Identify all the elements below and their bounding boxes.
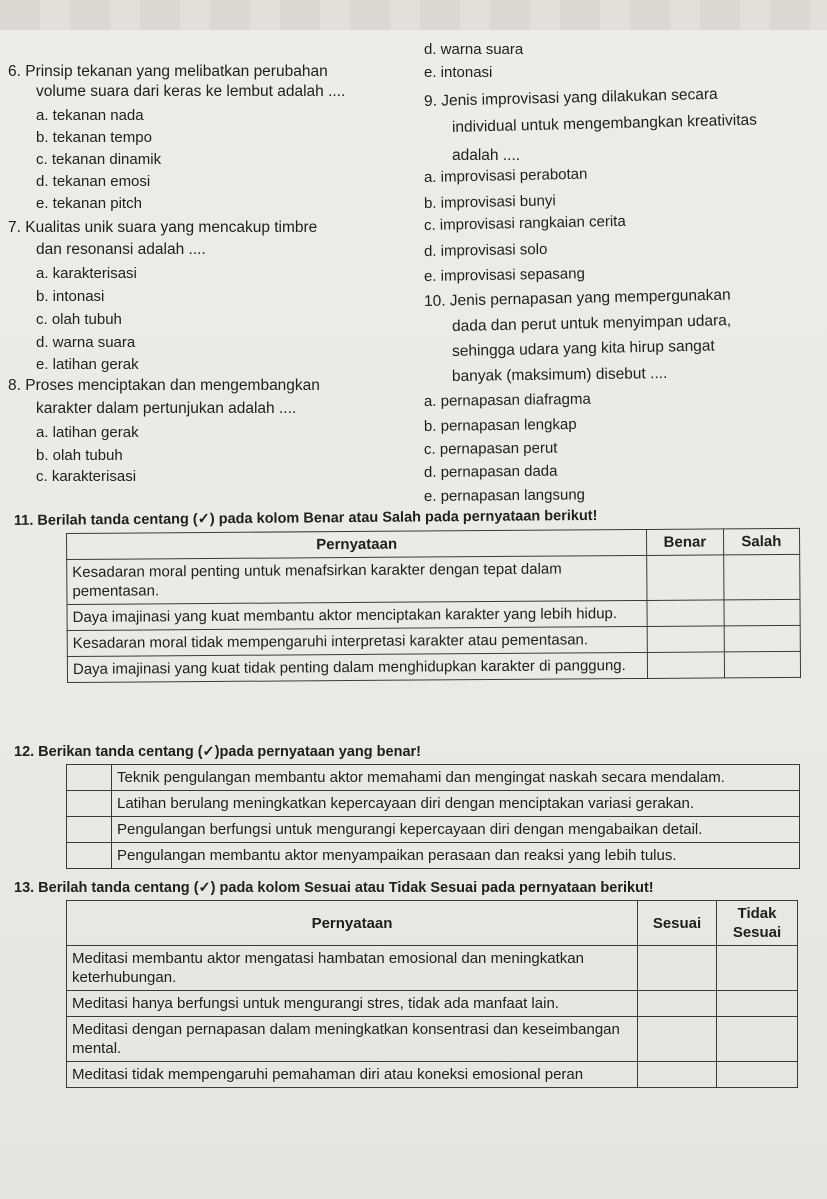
q9-option-c[interactable]: c. improvisasi rangkaian cerita: [423, 212, 626, 234]
q11-row4-salah-cell[interactable]: [724, 651, 801, 678]
q10-option-c[interactable]: c. pernapasan perut: [423, 439, 558, 458]
q11-row2-salah-cell[interactable]: [724, 599, 801, 626]
q12-row: [67, 791, 800, 817]
q12-row2-check-cell[interactable]: [67, 791, 112, 817]
q13-row2-sesuai-cell[interactable]: [638, 991, 717, 1017]
q13-row4-tidak-sesuai-cell[interactable]: [717, 1062, 798, 1088]
q13-row: [67, 991, 798, 1017]
q8-option-a[interactable]: a. latihan gerak: [36, 424, 139, 441]
q13-row2-tidak-sesuai-cell[interactable]: [717, 991, 798, 1017]
q7-stem-line2: dan resonansi adalah ....: [36, 241, 206, 258]
q8-option-b[interactable]: b. olah tubuh: [36, 447, 123, 464]
q9-option-d[interactable]: d. improvisasi solo: [423, 240, 548, 260]
q6-option-e[interactable]: e. tekanan pitch: [36, 195, 142, 212]
q13-header-tidak-sesuai: Tidak Sesuai: [717, 901, 798, 946]
q6-option-d[interactable]: d. tekanan emosi: [36, 173, 151, 190]
q9-stem-line1: 9. Jenis improvisasi yang dilakukan secara: [423, 85, 718, 110]
q12-row1-check-cell[interactable]: [67, 765, 112, 791]
q11-row: [67, 651, 800, 682]
q12-row2-statement: Latihan berulang meningkatkan kepercayaan diri dengan menciptakan variasi gerakan.: [112, 791, 800, 817]
q12-row1-statement: Teknik pengulangan membantu aktor memahami dan mengingat naskah secara mendalam.: [112, 765, 800, 791]
q13-row: [67, 1062, 798, 1088]
q10-option-d[interactable]: d. pernapasan dada: [423, 462, 558, 481]
q11-header-salah: Salah: [723, 528, 800, 555]
q11-row4-benar-cell[interactable]: [647, 652, 724, 679]
q10-stem-line1: 10. Jenis pernapasan yang mempergunakan: [423, 286, 731, 310]
prev-option-e[interactable]: e. intonasi: [424, 64, 493, 81]
q10-stem-line3: sehingga udara yang kita hirup sangat: [451, 337, 715, 360]
prev-option-d[interactable]: d. warna suara: [424, 41, 524, 58]
q7-option-e[interactable]: e. latihan gerak: [36, 356, 139, 373]
q12-row3-statement: Pengulangan berfungsi untuk mengurangi kepercayaan diri dengan mengabaikan detail.: [112, 817, 800, 843]
q13-table: [66, 900, 798, 1088]
q7-option-c[interactable]: c. olah tubuh: [36, 311, 122, 328]
q11-row3-statement: Kesadaran moral tidak mempengaruhi interpretasi karakter atau pementasan.: [67, 626, 647, 656]
q10-option-b[interactable]: b. pernapasan lengkap: [423, 415, 577, 435]
top-edge-strip: [0, 0, 827, 30]
q9-option-b[interactable]: b. improvisasi bunyi: [423, 192, 556, 212]
q11-header-statement: Pernyataan: [67, 529, 647, 559]
q10-option-a[interactable]: a. pernapasan diafragma: [423, 390, 591, 410]
q11-row4-statement: Daya imajinasi yang kuat tidak penting dalam menghidupkan karakter di panggung.: [67, 652, 647, 682]
q12-row: [67, 843, 800, 869]
q10-option-e[interactable]: e. pernapasan langsung: [423, 486, 586, 505]
q12-table: [66, 764, 800, 869]
q11-row: [67, 554, 800, 604]
q13-row3-statement: Meditasi dengan pernapasan dalam meningkatkan konsentrasi dan keseimbangan mental.: [67, 1017, 638, 1062]
q9-stem-line3: adalah ....: [452, 147, 521, 164]
q9-stem-line2: individual untuk mengembangkan kreativitas: [451, 111, 758, 136]
q9-option-a[interactable]: a. improvisasi perabotan: [423, 165, 588, 186]
q11-row1-benar-cell[interactable]: [647, 555, 724, 601]
q13-instruction: 13. Berilah tanda centang (✓) pada kolom Sesuai atau Tidak Sesuai pada pernyataan berikut!: [14, 880, 654, 896]
q13-row: [67, 946, 798, 991]
q7-option-d[interactable]: d. warna suara: [36, 334, 136, 351]
q13-row1-statement: Meditasi membantu aktor mengatasi hambatan emosional dan meningkatkan keterhubungan.: [67, 946, 638, 991]
q13-row1-sesuai-cell[interactable]: [638, 946, 717, 991]
q13-row3-sesuai-cell[interactable]: [638, 1017, 717, 1062]
q11-table: [66, 528, 801, 683]
q13-row2-statement: Meditasi hanya berfungsi untuk mengurangi stres, tidak ada manfaat lain.: [67, 991, 638, 1017]
q6-stem-line1: 6. Prinsip tekanan yang melibatkan perubahan: [8, 63, 328, 80]
q10-stem-line4: banyak (maksimum) disebut ....: [451, 364, 668, 385]
q7-stem-line1: 7. Kualitas unik suara yang mencakup timbre: [8, 219, 318, 236]
q8-option-c[interactable]: c. karakterisasi: [36, 468, 137, 485]
q11-row2-benar-cell[interactable]: [647, 600, 724, 627]
q11-instruction: 11. Berilah tanda centang (✓) pada kolom Benar atau Salah pada pernyataan berikut!: [13, 507, 598, 529]
q11-row3-salah-cell[interactable]: [724, 625, 801, 652]
q9-option-e[interactable]: e. improvisasi sepasang: [423, 265, 586, 285]
q12-row3-check-cell[interactable]: [67, 817, 112, 843]
q12-row: [67, 765, 800, 791]
q13-header-statement: Pernyataan: [67, 901, 638, 946]
q13-row4-statement: Meditasi tidak mempengaruhi pemahaman diri atau koneksi emosional peran: [67, 1062, 638, 1088]
q11-row3-benar-cell[interactable]: [647, 626, 724, 653]
q12-instruction: 12. Berikan tanda centang (✓)pada pernyataan yang benar!: [14, 744, 421, 760]
q10-stem-line2: dada dan perut untuk menyimpan udara,: [451, 312, 732, 335]
q8-stem-line1: 8. Proses menciptakan dan mengembangkan: [8, 377, 320, 394]
q11-row1-statement: Kesadaran moral penting untuk menafsirkan karakter dengan tepat dalam pementasan.: [67, 555, 647, 604]
q13-row: [67, 1017, 798, 1062]
q12-row: [67, 817, 800, 843]
q13-row4-sesuai-cell[interactable]: [638, 1062, 717, 1088]
q6-option-a[interactable]: a. tekanan nada: [36, 107, 144, 124]
q6-option-b[interactable]: b. tekanan tempo: [36, 129, 152, 146]
q13-header-sesuai: Sesuai: [638, 901, 717, 946]
q11-row1-salah-cell[interactable]: [723, 554, 800, 600]
q12-row4-check-cell[interactable]: [67, 843, 112, 869]
q12-row4-statement: Pengulangan membantu aktor menyampaikan perasaan dan reaksi yang lebih tulus.: [112, 843, 800, 869]
q7-option-a[interactable]: a. karakterisasi: [36, 265, 137, 282]
q11-row2-statement: Daya imajinasi yang kuat membantu aktor menciptakan karakter yang lebih hidup.: [67, 600, 647, 630]
q13-row1-tidak-sesuai-cell[interactable]: [717, 946, 798, 991]
q13-row3-tidak-sesuai-cell[interactable]: [717, 1017, 798, 1062]
q8-stem-line2: karakter dalam pertunjukan adalah ....: [36, 400, 297, 417]
q6-stem-line2: volume suara dari keras ke lembut adalah ....: [36, 83, 346, 100]
q6-option-c[interactable]: c. tekanan dinamik: [36, 151, 162, 168]
q7-option-b[interactable]: b. intonasi: [36, 288, 105, 305]
q11-header-benar: Benar: [647, 529, 724, 556]
